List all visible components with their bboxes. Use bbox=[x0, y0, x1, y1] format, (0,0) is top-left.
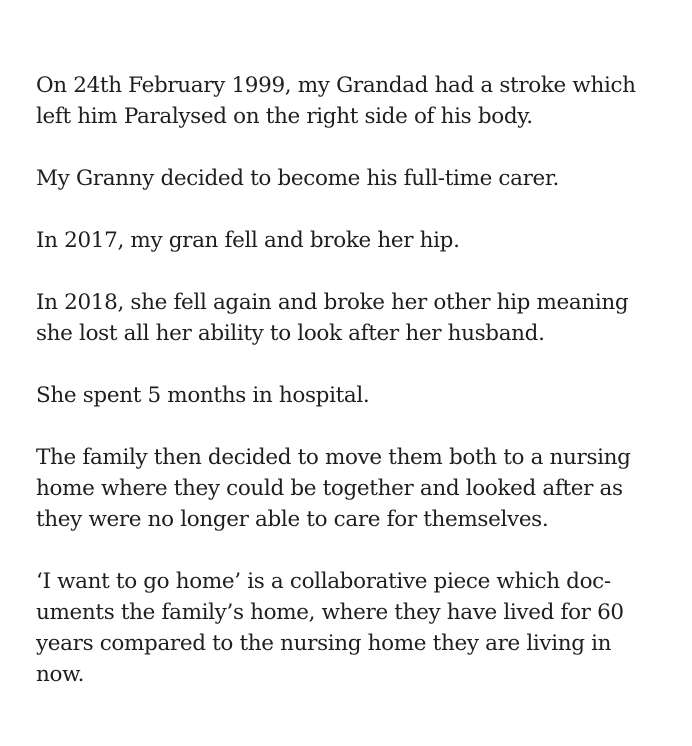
text-line: In 2017, my gran fell and broke her hip. bbox=[36, 228, 460, 253]
paragraph-hospital bbox=[36, 380, 666, 411]
paragraph-carer bbox=[36, 163, 666, 194]
document-body bbox=[36, 70, 666, 721]
paragraph-nursing-home bbox=[36, 442, 666, 535]
paragraph-stroke bbox=[36, 70, 666, 132]
text-line: ‘I want to go home’ is a collaborative piece which doc- bbox=[36, 569, 611, 594]
text-line: uments the family’s home, where they have lived for 60 bbox=[36, 600, 624, 625]
text-line: now. bbox=[36, 662, 85, 687]
text-line: years compared to the nursing home they are living in bbox=[36, 631, 612, 656]
paragraph-collaborative-piece bbox=[36, 566, 666, 690]
text-line: left him Paralysed on the right side of his body. bbox=[36, 104, 533, 129]
text-line: In 2018, she fell again and broke her other hip meaning bbox=[36, 290, 629, 315]
paragraph-2018 bbox=[36, 287, 666, 349]
text-line: On 24th February 1999, my Grandad had a stroke which bbox=[36, 73, 636, 98]
text-line: My Granny decided to become his full-time carer. bbox=[36, 166, 559, 191]
text-line: home where they could be together and looked after as bbox=[36, 476, 623, 501]
text-line: she lost all her ability to look after her husband. bbox=[36, 321, 545, 346]
paragraph-2017 bbox=[36, 225, 666, 256]
text-line: they were no longer able to care for themselves. bbox=[36, 507, 549, 532]
text-line: The family then decided to move them both to a nursing bbox=[36, 445, 631, 470]
text-line: She spent 5 months in hospital. bbox=[36, 383, 370, 408]
